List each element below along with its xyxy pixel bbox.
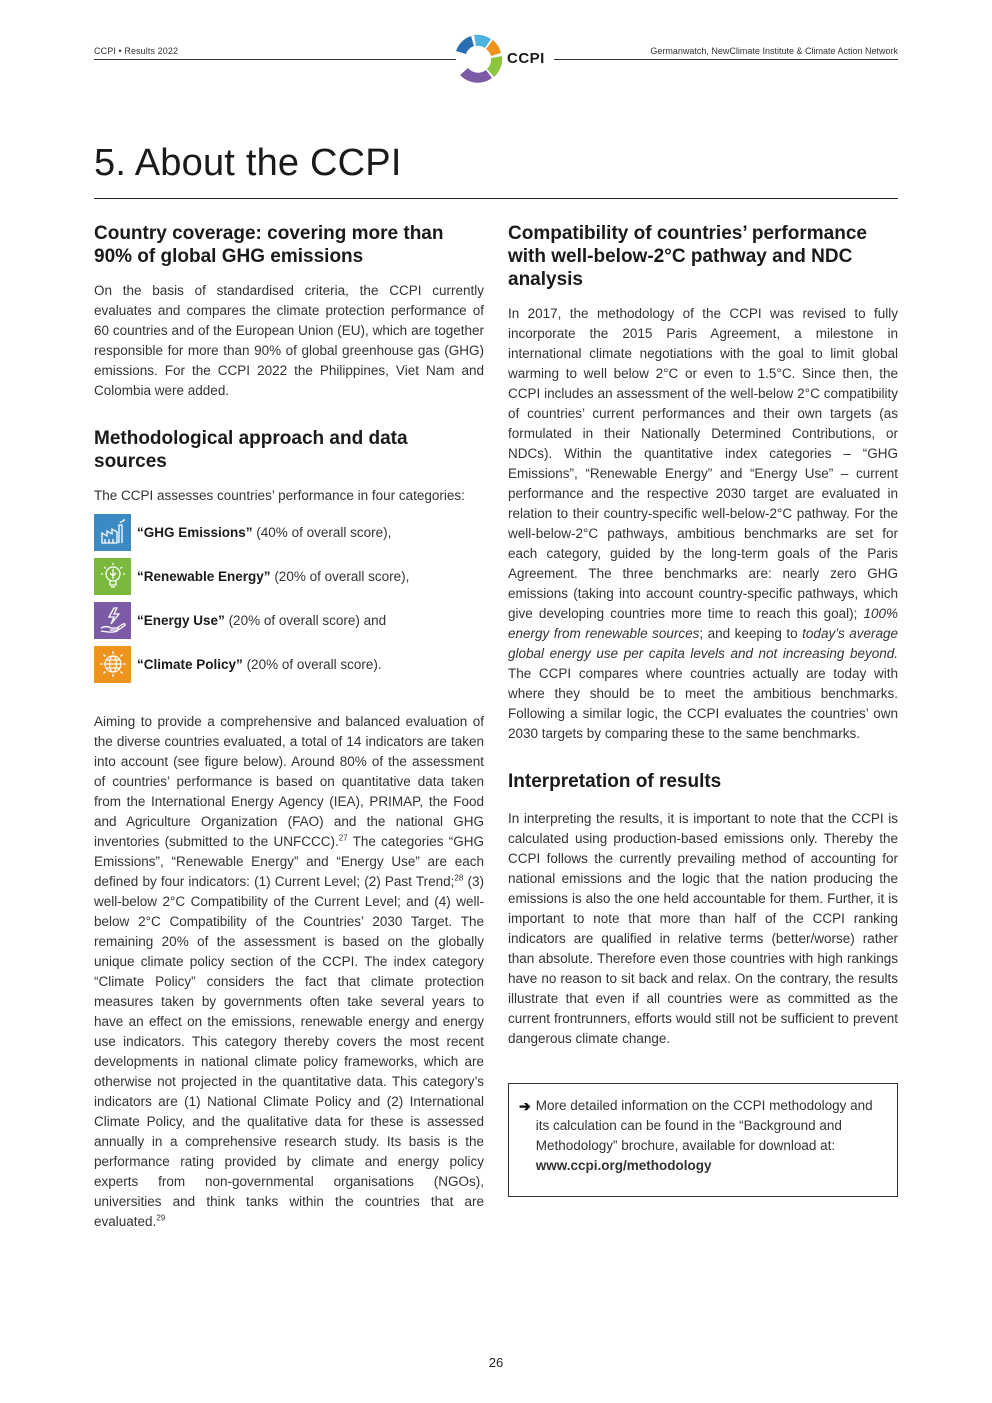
compatibility-section xyxy=(508,222,898,744)
footnote-ref: 27 xyxy=(338,833,348,843)
page-title: 5. About the CCPI xyxy=(94,142,402,184)
title-divider xyxy=(94,198,898,199)
methodology-intro: The CCPI assesses countries’ performance in four categories: xyxy=(94,488,465,503)
list-item xyxy=(94,510,484,554)
coverage-section xyxy=(94,222,484,401)
compatibility-heading: Compatibility of countries’ performance with well-below-2°C pathway and NDC analysis xyxy=(508,223,867,290)
category-label: “Renewable Energy” (20% of overall score), xyxy=(137,568,410,584)
interpretation-heading: Interpretation of results xyxy=(508,771,722,792)
interpretation-section xyxy=(508,770,898,1049)
list-item xyxy=(94,598,484,642)
methodology-link[interactable]: www.ccpi.org/methodology xyxy=(535,1158,712,1173)
arrow-right-icon: ➔ xyxy=(519,1098,531,1114)
list-item xyxy=(94,642,484,686)
category-label: “GHG Emissions” (40% of overall score), xyxy=(137,524,392,540)
running-header-right: Germanwatch, NewClimate Institute & Climate Action Network xyxy=(650,46,898,56)
energy-hand-icon xyxy=(94,602,131,639)
methodology-section xyxy=(94,427,484,1232)
coverage-heading: Country coverage: covering more than 90% of global GHG emissions xyxy=(94,223,444,267)
lightbulb-icon xyxy=(94,558,131,595)
methodology-info-box xyxy=(508,1083,898,1197)
category-label: “Energy Use” (20% of overall score) and xyxy=(137,612,387,628)
list-item xyxy=(94,554,484,598)
category-list xyxy=(94,510,484,686)
page-number: 26 xyxy=(488,1355,504,1370)
logo-wordmark: CCPI xyxy=(507,50,545,67)
methodology-heading: Methodological approach and data sources xyxy=(94,428,408,472)
info-box-text: More detailed information on the CCPI methodology and its calculation can be found in the “Background and Methodology” brochure, available for download at: www.ccpi.org/methodology xyxy=(535,1098,873,1173)
category-label: “Climate Policy” (20% of overall score). xyxy=(137,656,382,672)
footnote-ref: 29 xyxy=(156,1213,166,1223)
globe-icon xyxy=(94,646,131,683)
header-divider-left xyxy=(94,59,456,60)
interpretation-body: In interpreting the results, it is important to note that the CCPI is calculated using production-based emissions only. Thereby the CCPI follows the currently prevailing method of accounting for national emissions and the logic that the nation producing the emissions is also the one held accountable for them. Further, it is important to note that more than half of the CCPI ranking indicators are qualified in relative terms (better/worse) rather than absolute. Therefore even those countries with high rankings have no reason to sit back and relax. On the contrary, the results illustrate that even if all countries were as committed as the current frontrunners, efforts would still not be sufficient to prevent dangerous climate change. xyxy=(508,811,898,1046)
coverage-body: On the basis of standardised criteria, the CCPI currently evaluates and compares the climate protection performance of 60 countries and of the European Union (EU), which are together responsible for more than 90% of global greenhouse gas (GHG) emissions. For the CCPI 2022 the Philippines, Viet Nam and Colombia were added. xyxy=(94,283,484,398)
footnote-ref: 28 xyxy=(454,873,464,883)
running-header-left: CCPI • Results 2022 xyxy=(94,46,179,56)
compatibility-body: In 2017, the methodology of the CCPI was revised to fully incorporate the 2015 Paris Agreement, a milestone in international climate negotiations with the goal to limit global warming to well below 2°C or even to 1.5°C. Since then, the CCPI includes an assessment of the well-below 2°C compatibility of countries’ current performances and their own targets (as formulated in their Nationally Determined Contributions, or NDCs). Within the quantitative index categories – “GHG Emissions”, “Renewable Energy” and “Energy Use” – current performance and the respective 2030 target are evaluated in relation to their country-specific well-below-2°C pathway. For the well-below-2°C pathways, ambitious benchmarks are set for each category, guided by the long-term goals of the Paris Agreement. The three benchmarks are: nearly zero GHG emissions (taking into account country-specific pathways, which give developing countries more time to reach this goal); 100% energy from renewable sources; and keeping to today’s average global energy use per capita levels and not increasing beyond. The CCPI compares where countries actually are today with where they should be to meet the ambitious benchmarks. Following a similar logic, the CCPI evaluates the countries’ own 2030 targets by comparing these to the same benchmarks. xyxy=(508,306,898,741)
methodology-body: Aiming to provide a comprehensive and balanced evaluation of the diverse countries evaluated, a total of 14 indicators are taken into account (see figure below). Around 80% of the assessment of countries’ performance is based on quantitative data taken from the International Energy Agency (IEA), PRIMAP, the Food and Agriculture Organization (FAO) and the national GHG inventories (submitted to the UNFCCC).$^{27}$ The categories “GHG Emissions”, “Renewable Energy” and “Energy Use” are each defined by four indicators: (1) Current Level; (2) Past Trend;$^{28}$ (3) well-below 2°C Compatibility of the Current Level; and (4) well-below 2°C Compatibility of the Countries’ 2030 Target. The remaining 20% of the assessment is based on the globally unique climate policy section of the CCPI. The index category “Climate Policy” considers the fact that climate protection measures taken by governments often take several years to have an effect on the emissions, renewable energy and energy use indicators. This category thereby covers the most recent developments in national climate policy frameworks, which are otherwise not projected in the quantitative data. This category’s indicators are (1) National Climate Policy and (2) International Climate Policy, and the qualitative data for these is assessed annually in a comprehensive research study. Its basis is the performance rating provided by climate and energy policy experts from non-governmental organisations (NGOs), universities and think tanks within the countries that are evaluated.$^{29}$ xyxy=(94,714,485,1229)
factory-icon xyxy=(94,514,131,551)
left-column xyxy=(94,222,484,1232)
header-divider-right xyxy=(554,59,898,60)
right-column xyxy=(508,222,898,1197)
